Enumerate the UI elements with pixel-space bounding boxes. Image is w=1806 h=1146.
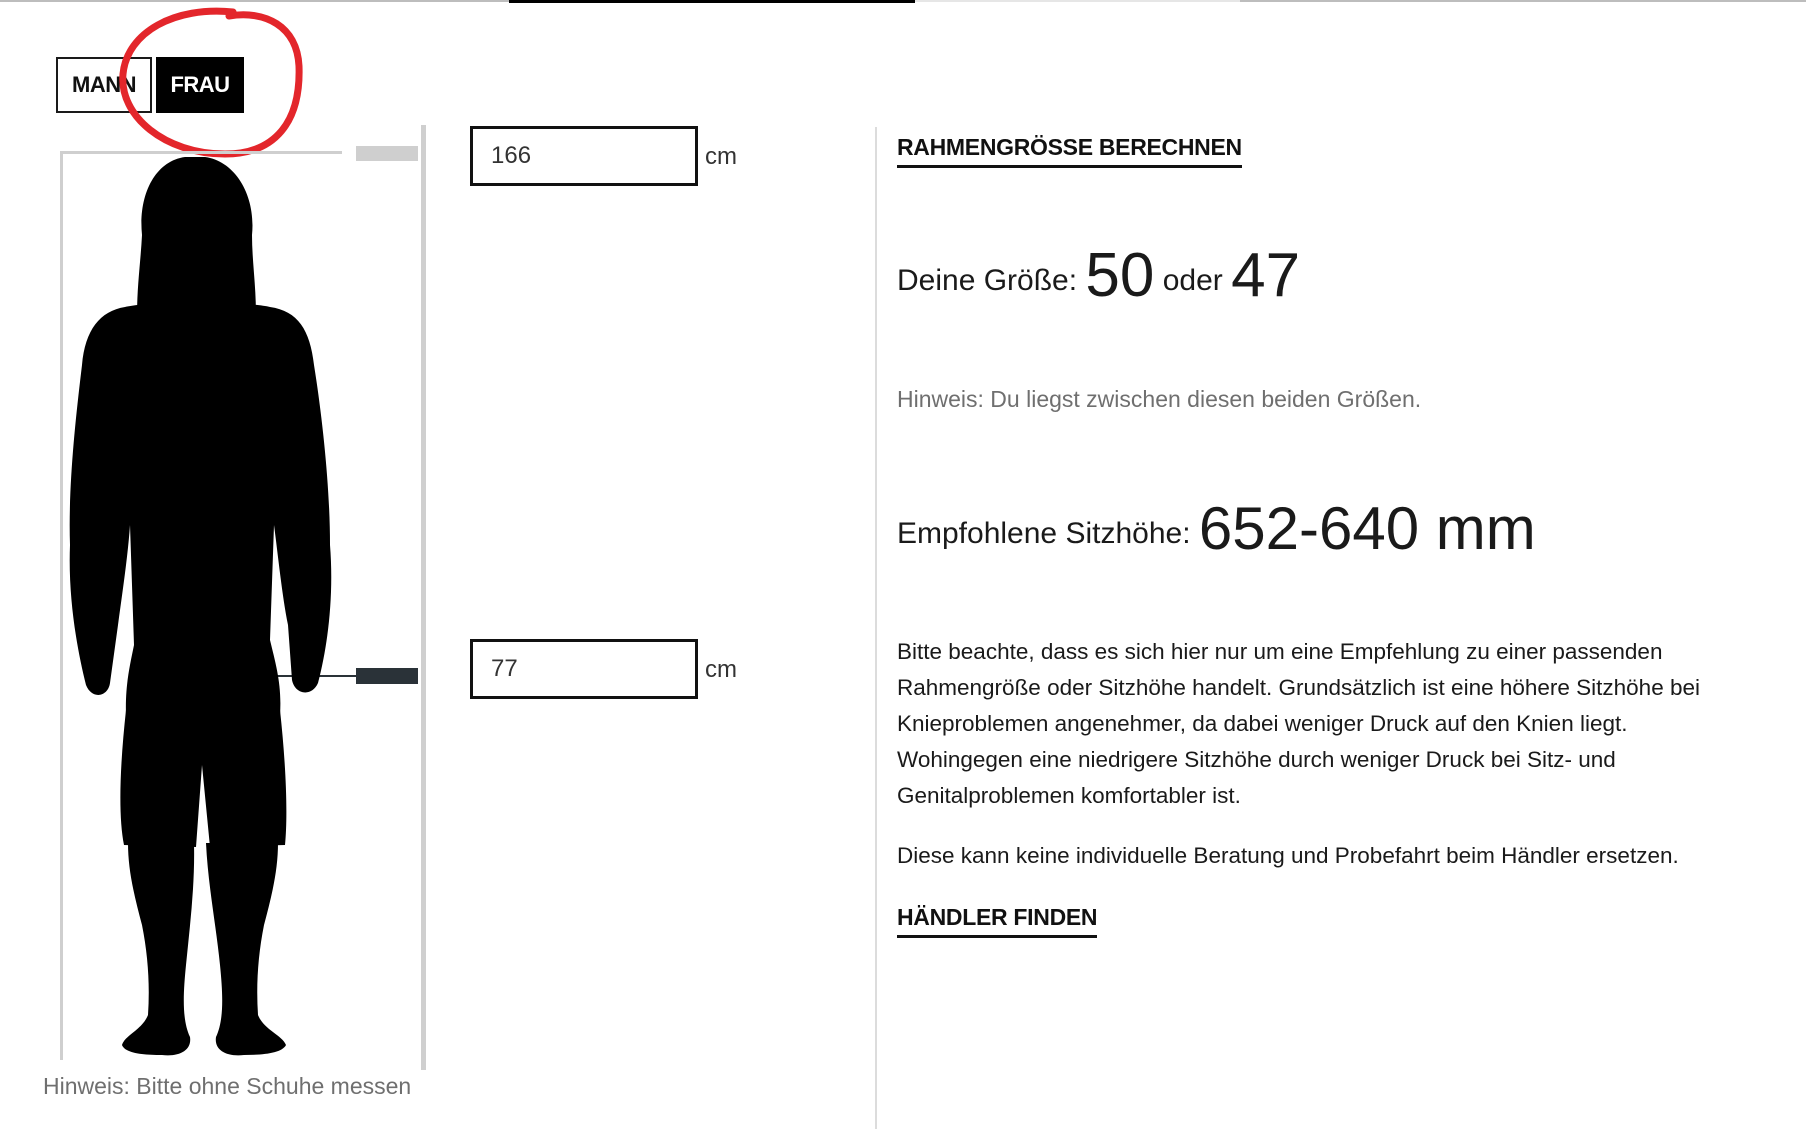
frame-top-line (60, 151, 342, 154)
gender-frau-button[interactable]: FRAU (156, 57, 244, 113)
find-dealer-link[interactable]: HÄNDLER FINDEN (897, 904, 1097, 938)
size-hint: Hinweis: Du liegst zwischen diesen beiden Größen. (897, 386, 1422, 412)
height-unit-label: cm (705, 143, 737, 170)
inseam-slider-handle[interactable] (356, 668, 418, 684)
seat-height-value: 652-640 mm (1198, 495, 1536, 562)
height-slider-track (421, 125, 426, 1070)
gender-mann-button[interactable]: MANN (56, 57, 152, 113)
height-slider-handle[interactable] (356, 146, 418, 161)
woman-silhouette (70, 157, 332, 1055)
frame-left-line (60, 151, 63, 1060)
size-value-a: 50 (1085, 241, 1155, 310)
height-input[interactable] (470, 126, 698, 186)
info-paragraph-1: Bitte beachte, dass es sich hier nur um eine Empfehlung zu einer passenden Rahmengröße oder Sitzhöhe handelt. Grundsätzlich ist eine höhere Sitzhöhe bei Knieproblemen angenehmer, da dabei weniger Druck auf den Knien liegt. Wohingegen eine niedrigere Sitzhöhe durch weniger Druck bei Sitz- und Genitalproblemen komfortabler ist. (897, 639, 1700, 808)
size-result (897, 240, 1737, 311)
size-value-b: 47 (1231, 241, 1301, 310)
column-divider (875, 127, 877, 1129)
seat-height-label: Empfohlene Sitzhöhe: (897, 517, 1191, 550)
inseam-unit-label: cm (705, 656, 737, 683)
body-measurement-figure (30, 125, 430, 1070)
measurement-hint: Hinweis: Bitte ohne Schuhe messen (43, 1073, 412, 1099)
top-border-light (915, 0, 1240, 2)
seat-height-result (897, 494, 1737, 563)
inseam-input[interactable] (470, 639, 698, 699)
recommendation-info (897, 634, 1737, 898)
size-label: Deine Größe: (897, 264, 1078, 297)
info-paragraph-2: Diese kann keine individuelle Beratung und Probefahrt beim Händler ersetzen. (897, 843, 1679, 868)
size-connector: oder (1162, 264, 1223, 297)
calculate-frame-size-link[interactable]: RAHMENGRÖSSE BERECHNEN (897, 134, 1242, 168)
active-step-indicator (509, 0, 915, 3)
